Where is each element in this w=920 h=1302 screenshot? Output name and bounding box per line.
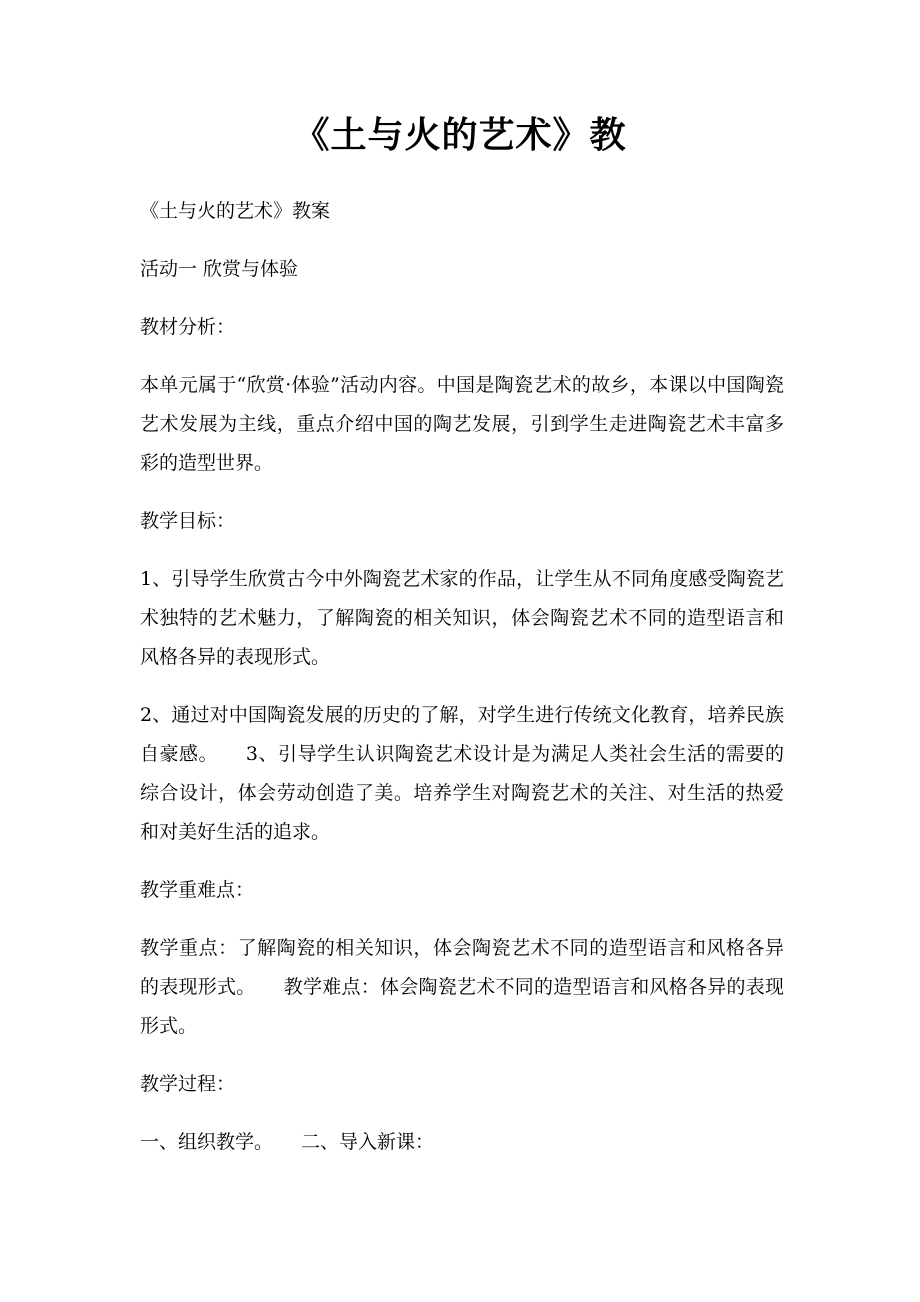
goal-2-text: 2、通过对中国陶瓷发展的历史的了解，对学生进行传统文化教育，培养民族自豪感。 xyxy=(140,704,784,765)
document-subtitle: 《土与火的艺术》教案 xyxy=(140,200,331,222)
goals-heading: 教学目标： xyxy=(140,510,236,532)
goals-2-3-paragraph xyxy=(140,696,784,852)
activity-heading: 活动一 欣赏与体验 xyxy=(140,258,299,280)
analysis-paragraph: 本单元属于“欣赏·体验”活动内容。中国是陶瓷艺术的故乡，本课以中国陶瓷艺术发展为主线，重点介绍中国的陶艺发展，引到学生走进陶瓷艺术丰富多彩的造型世界。 xyxy=(140,374,784,474)
key-points-heading: 教学重难点： xyxy=(140,879,255,901)
key-points-paragraph xyxy=(140,929,784,1046)
key-point-text: 教学重点：了解陶瓷的相关知识，体会陶瓷艺术不同的造型语言和风格各异的表现形式。 xyxy=(140,937,784,998)
process-heading: 教学过程： xyxy=(140,1073,236,1095)
step-2-text: 二、导入新课： xyxy=(301,1131,435,1153)
goal-3-text: 3、引导学生认识陶瓷艺术设计是为满足人类社会生活的需要的综合设计，体会劳动创造了美。培养学生对陶瓷艺术的关注、对生活的热爱和对美好生活的追求。 xyxy=(140,743,784,843)
document-body xyxy=(140,192,784,1181)
step-1-text: 一、组织教学。 xyxy=(140,1131,274,1153)
analysis-heading: 教材分析： xyxy=(140,316,236,338)
difficult-point-text: 教学难点：体会陶瓷艺术不同的造型语言和风格各异的表现形式。 xyxy=(140,976,784,1037)
document-title: 《土与火的艺术》教 xyxy=(293,114,627,156)
goal-1-paragraph: 1、引导学生欣赏古今中外陶瓷艺术家的作品，让学生从不同角度感受陶瓷艺术独特的艺术魅力，了解陶瓷的相关知识，体会陶瓷艺术不同的造型语言和风格各异的表现形式。 xyxy=(140,568,784,668)
process-steps-line xyxy=(140,1123,784,1162)
